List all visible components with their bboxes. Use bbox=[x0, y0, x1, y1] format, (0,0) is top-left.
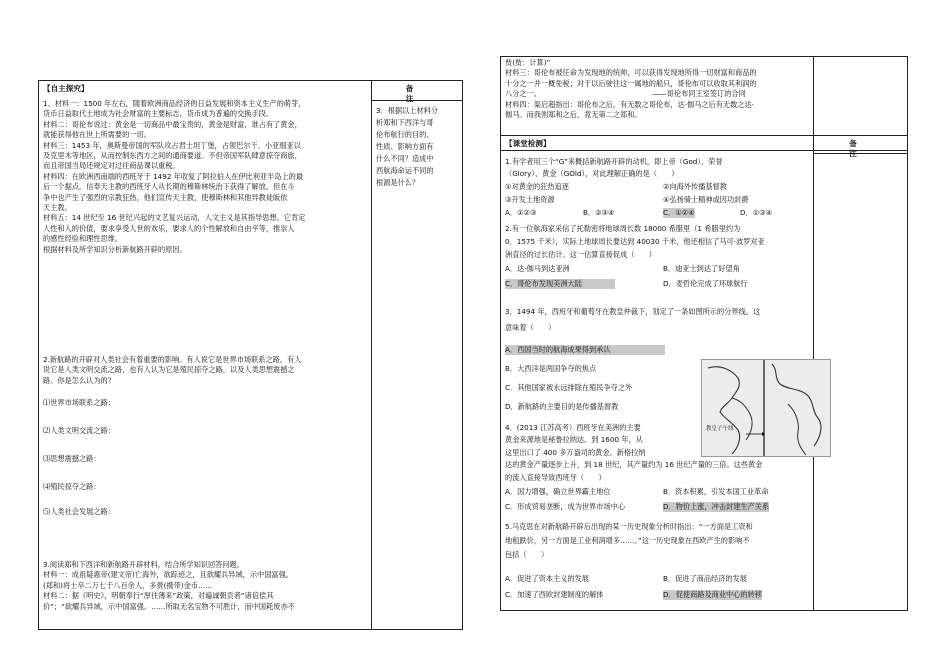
q2-item: ⑴世界市场联系之路： bbox=[43, 398, 115, 407]
q1-line: 材料二：哥伦布说过：黄金是一切商品中最宝贵的，黄金是财富，谁占有了黄金， bbox=[43, 119, 302, 129]
q5-choice-answer: D．促使商路及商业中心的转移 bbox=[663, 590, 762, 599]
q1-line: 货币日益取代土地成为社会财富的主要标志，货币成为普遍的交换手段。 bbox=[43, 109, 274, 119]
q3-choice: D．新航路的主要目的是传播基督教 bbox=[505, 402, 619, 411]
q2-line: 路。你是怎么认为的？ bbox=[43, 375, 115, 385]
question-line: 1.有学者用三个“G”来概括新航路开辟的动机，即上帝（God）、荣誉 bbox=[505, 157, 723, 166]
q3-line: 价”；“欲耀兵异域，示中国富强。……所取无名宝物不可胜计，而中国耗废亦不 bbox=[43, 601, 295, 611]
note-line: 3．根据以上材料分 bbox=[376, 106, 439, 115]
material-line: 赀(赀：计算)” bbox=[505, 58, 551, 67]
q3-choice: B．大西洋是两国争夺的焦点 bbox=[505, 364, 597, 373]
q1-line: 而且帝国当局还规定对过往商品课以重税。 bbox=[43, 161, 180, 171]
note-line: 西航海命运不同的 bbox=[376, 166, 434, 175]
test-question-5 bbox=[505, 520, 811, 562]
q1-choice: A．①②③ bbox=[505, 208, 537, 217]
q4-choice: A．国力增强，确立世界霸主地位 bbox=[505, 487, 611, 496]
q4-choice: B．资本积累，引发本国工业革命 bbox=[663, 487, 769, 496]
q1-line: 材料五：14 世纪至 16 世纪兴起的文艺复兴运动，人文主义是其指导思想。它肯定 bbox=[43, 213, 306, 223]
left-question-2 bbox=[43, 355, 367, 386]
question-line: 的流入直接导致西班牙（ ） bbox=[505, 472, 606, 482]
question-line: 0．1575 千米），实际上地球周长要达到 40030 千米，他还相信了马可·波罗对亚 bbox=[505, 237, 765, 246]
question-line: 这里出口了 400 多万盎司的黄金。新格拉纳 bbox=[505, 447, 646, 457]
q1-line: 后一个据点。信奉天主教的西班牙人从长期的穆斯林统治下获得了解放，但在斗 bbox=[43, 182, 295, 192]
question-line: 意味着（ ） bbox=[505, 323, 556, 332]
q5-choice: A．促进了资本主义的发展 bbox=[505, 574, 589, 583]
q3-line: 材料二：据《明史》，明朝奉行“厚往薄来”政策，对遍诚朝贡者“诸倍偿其 bbox=[43, 591, 274, 601]
question-line: 洲直径的过长估计。这一估算直接促成（ ） bbox=[505, 250, 656, 259]
q2-item: ⑷殖民掠夺之路： bbox=[43, 482, 101, 491]
q2-line: 2.新航路的开辟对人类社会有着重要的影响。有人说它是世界市场联系之路，有人 bbox=[43, 355, 302, 364]
material-line: 材料四：渠启超指出：哥伦布之后，有无数之哥伦布，达·伽马之后有无数之达· bbox=[505, 99, 754, 109]
note-line: 性质、影响方面有 bbox=[376, 142, 434, 151]
q1-line: 争中也产生了强烈的宗教狂热，他们宣传天主教，使穆斯林和其他异教徒皈依 bbox=[43, 192, 288, 202]
material-line: 材料三：哥伦布被任命为发现地的统帅，可以获得发现地所得一切财富和商品的 bbox=[505, 68, 757, 78]
question-line: 黄金来源地是秘鲁拉纳达。到 1600 年，从 bbox=[505, 435, 643, 445]
question-line: 5.马克思在对新航路开辟后出现的某一历史现象分析时指出：“一方面是工资和 bbox=[505, 522, 753, 531]
right-top-text bbox=[505, 58, 811, 120]
note-line: 根源是什么？ bbox=[376, 178, 420, 187]
question-line: 3．1494 年，西班牙和葡萄牙在教皇仲裁下，划定了一条如图所示的分界线。这 bbox=[505, 307, 761, 316]
q3-line: 材料一：成祖疑惠帝(建文帝)亡海外，欲踪迹之，且欲耀兵异域，示中国富强。 bbox=[43, 570, 293, 580]
q3-line: 3.阅读郑和下西洋和新航路开辟材料，结合所学知识回答问题。 bbox=[43, 560, 244, 569]
question-line: 包括（ ） bbox=[505, 550, 549, 559]
q3-choice: C．其他国家被永远排除在殖民争夺之外 bbox=[505, 383, 633, 392]
q1-option: ③开发土地资源 bbox=[505, 195, 555, 204]
q1-option: ②向海外传播基督教 bbox=[663, 182, 727, 191]
q4-choice-answer: D．物价上涨，冲击封建生产关系 bbox=[663, 502, 770, 511]
test-question-4 bbox=[505, 422, 811, 484]
q1-line: 1、材料一：1500 年左右，随着欧洲商品经济的日益发展和资本主义生产的萌芽， bbox=[43, 99, 306, 108]
test-question-2 bbox=[505, 222, 811, 261]
question-line: 2.有一位航海家采信了托勒密将地球周长数 18000 希腊里（1 希腊里约为 bbox=[505, 224, 741, 233]
q2-choice-answer: C．哥伦布发现美洲大陆 bbox=[505, 279, 615, 289]
left-section-title: 【自主探究】 bbox=[43, 84, 89, 93]
q1-line: 及克里木等地区，从而控制东西方之间的通商要道。不但帝国军队肆意掠夺商旅， bbox=[43, 151, 302, 161]
q1-choice: B．②③④ bbox=[583, 208, 615, 217]
q3-line: (郑和)将士卒二万七千八百余人，多赍(携带)金币…… bbox=[43, 580, 213, 590]
material-line: 八分之一。 ——哥伦布同王室签订的合同 bbox=[505, 89, 746, 99]
note-line: 伦布航行的目的、 bbox=[376, 130, 434, 139]
left-question-3 bbox=[43, 560, 367, 612]
q1-line: 材料三：1453 年，奥斯曼帝国的军队攻占君士坦丁堡，占领巴尔干、小亚细亚以 bbox=[43, 140, 301, 150]
left-main-text bbox=[43, 99, 367, 255]
left-note-header: 备 注 bbox=[405, 84, 477, 104]
test-question-3 bbox=[505, 304, 811, 336]
q1-option: ④弘扬骑士精神或因功封爵 bbox=[663, 195, 749, 204]
test-question-1 bbox=[505, 156, 811, 179]
q1-choice-answer: C．①②④ bbox=[663, 208, 695, 217]
material-line: 十分之一并一概免税；对于以后驶往这一属地的船只，哥伦布可以收取其利润的 bbox=[505, 78, 757, 88]
q1-line: 材料四：在欧洲西南端的西班牙于 1492 年收复了阿拉伯人在伊比利亚半岛上的最 bbox=[43, 171, 304, 181]
q1-line: 的感性经验和理性思维。 bbox=[43, 234, 123, 244]
question-line: 4．(2013 江苏高考）西班牙在美洲的主要 bbox=[505, 423, 641, 432]
right-note-header: 备 注 bbox=[849, 139, 920, 159]
right-page bbox=[475, 0, 950, 658]
question-line: （Glory）、黄金（GOld），对此理解正确的是（ ） bbox=[505, 168, 679, 178]
q1-line: 就能获得他在世上所需要的一切。 bbox=[43, 130, 151, 140]
question-line: 地租跌价，另一方面是工业利润增多……。”这一历史现象在西欧产生的影响不 bbox=[505, 536, 750, 545]
left-column-divider bbox=[371, 80, 372, 630]
q5-choice: C．加速了西欧封建制度的解体 bbox=[505, 590, 604, 599]
q3-choice-answer: A．西国当时的航海成果得到承认 bbox=[505, 345, 665, 355]
material-line: 伽马。而我则郑和之后，竟无第二之郑和。 bbox=[505, 110, 642, 120]
q2-item: ⑵人类文明交流之路： bbox=[43, 426, 115, 435]
q2-choice: B．迪亚士到达了好望角 bbox=[663, 264, 740, 273]
q2-line: 说它是人类文明交流之路，也有人认为它是殖民掠夺之路，以及人类思想震撼之 bbox=[43, 365, 295, 375]
map-label: 教皇子午线 bbox=[706, 426, 734, 432]
q1-choice: D．①③④ bbox=[740, 208, 773, 217]
note-line: 什么不同？造成中 bbox=[376, 154, 434, 163]
q2-item: ⑸人类社会发展之路： bbox=[43, 507, 115, 516]
left-note-text bbox=[376, 105, 460, 189]
q1-line: 根据材料及所学知识分析新航路开辟的原因。 bbox=[43, 244, 187, 254]
q1-option: ①对黄金的狂热追逐 bbox=[505, 182, 569, 191]
question-line: 达的黄金产量逐步上升，到 18 世纪，其产量约为 16 世纪产量的三倍。这些黄金 bbox=[505, 460, 763, 470]
note-line: 析郑和下西洋与哥 bbox=[376, 118, 434, 127]
q1-line: 人性和人的价值，要求享受人世的欢乐，要求人的个性解放和自由平等，推崇人 bbox=[43, 223, 295, 233]
q4-choice: C．形成贸易垄断，成为世界市场中心 bbox=[505, 502, 626, 511]
q2-choice: A．达·伽马到达亚洲 bbox=[505, 264, 570, 273]
q2-choice: D．麦哲伦完成了环球航行 bbox=[663, 279, 748, 288]
q1-line: 天主教。 bbox=[43, 203, 72, 213]
q5-choice: B．促进了商品经济的发展 bbox=[663, 574, 747, 583]
q2-item: ⑶思想震撼之路： bbox=[43, 454, 101, 463]
right-section-title: 【课堂检测】 bbox=[505, 139, 551, 148]
